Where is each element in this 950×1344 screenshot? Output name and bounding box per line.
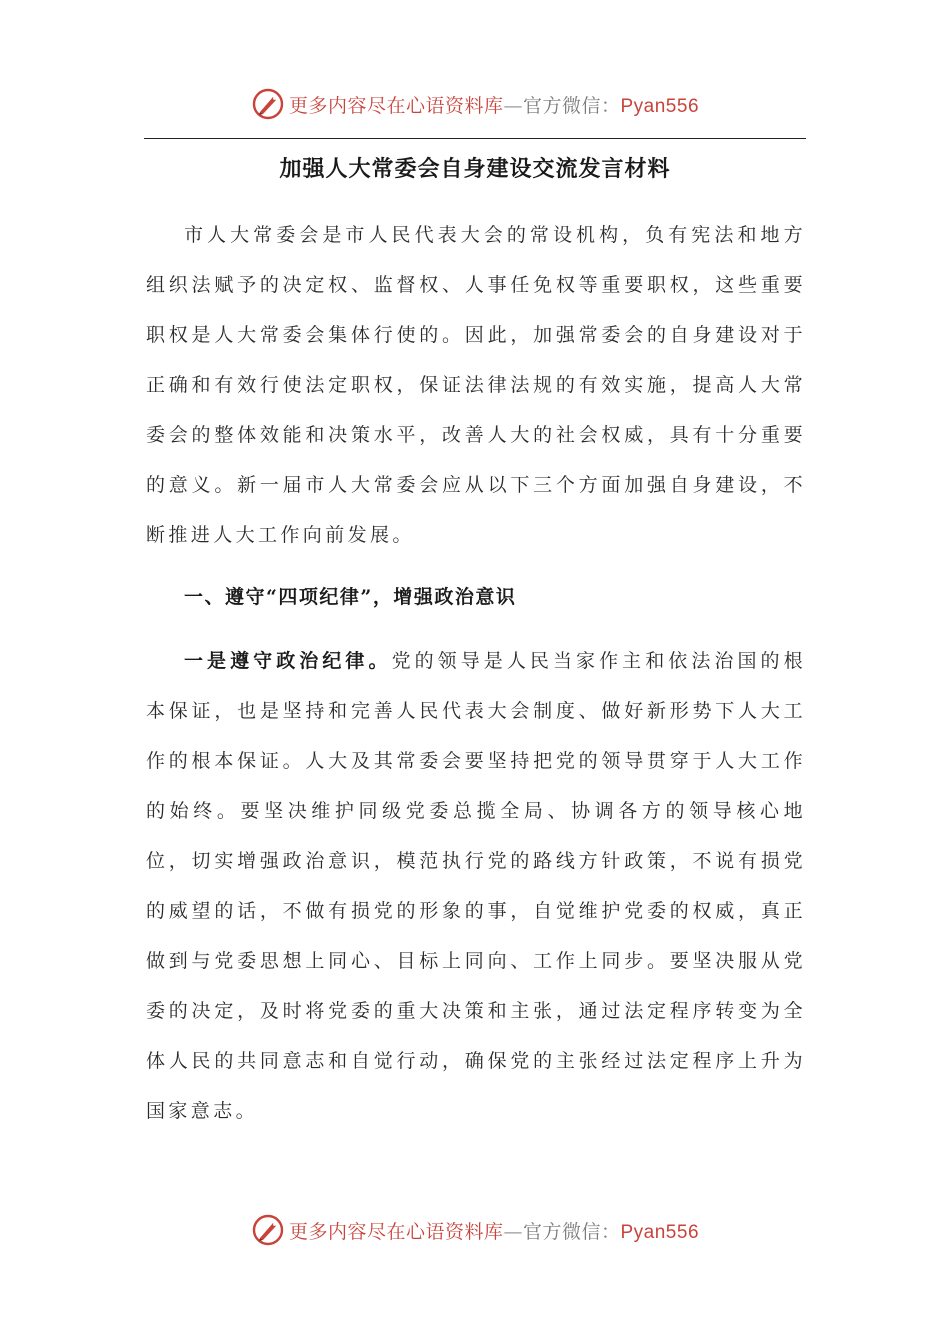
header-banner [0, 84, 950, 124]
header-divider [144, 138, 806, 139]
banner-library-text: 更多内容尽在心语资料库 [288, 1220, 504, 1243]
document-title: 加强人大常委会自身建设交流发言材料 [279, 156, 671, 182]
paragraph-political-discipline [146, 636, 806, 1136]
banner-wechat-id: Pyan556 [620, 95, 700, 117]
banner-text [289, 91, 699, 118]
pen-in-circle-icon [251, 1213, 285, 1247]
banner-separator: — [503, 94, 523, 117]
pen-in-circle-icon [251, 87, 285, 121]
banner-separator: — [503, 1220, 523, 1243]
banner-official-text: 官方微信： [522, 94, 621, 117]
banner-official-text: 官方微信： [522, 1220, 621, 1243]
banner-text [289, 1217, 699, 1244]
footer-banner [0, 1210, 950, 1250]
paragraph-intro: 市人大常委会是市人民代表大会的常设机构，负有宪法和地方组织法赋予的决定权、监督权、人事任免权等重要职权，这些重要职权是人大常委会集体行使的。因此，加强常委会的自身建设对于正确和有效行使法定职权，保证法律法规的有效实施，提高人大常委会的整体效能和决策水平，改善人大的社会权威，具有十分重要的意义。新一届市人大常委会应从以下三个方面加强自身建设，不断推进人大工作向前发展。 [146, 224, 806, 546]
banner-wechat-id: Pyan556 [620, 1221, 700, 1243]
paragraph-lead: 一是遵守政治纪律。 [184, 650, 392, 672]
banner-library-text: 更多内容尽在心语资料库 [288, 94, 504, 117]
paragraph-body: 党的领导是人民当家作主和依法治国的根本保证，也是坚持和完善人民代表大会制度、做好新形势下人大工作的根本保证。人大及其常委会要坚持把党的领导贯穿于人大工作的始终。要坚决维护同级党委总揽全局、协调各方的领导核心地位，切实增强政治意识，模范执行党的路线方针政策，不说有损党的威望的话，不做有损党的形象的事，自觉维护党委的权威，真正做到与党委思想上同心、目标上同向、工作上同步。要坚决服从党委的决定，及时将党委的重大决策和主张，通过法定程序转变为全体人民的共同意志和自觉行动，确保党的主张经过法定程序上升为国家意志。 [146, 650, 807, 1122]
section-heading: 一、遵守“四项纪律”，增强政治意识 [184, 586, 517, 608]
document-body [146, 210, 806, 1136]
